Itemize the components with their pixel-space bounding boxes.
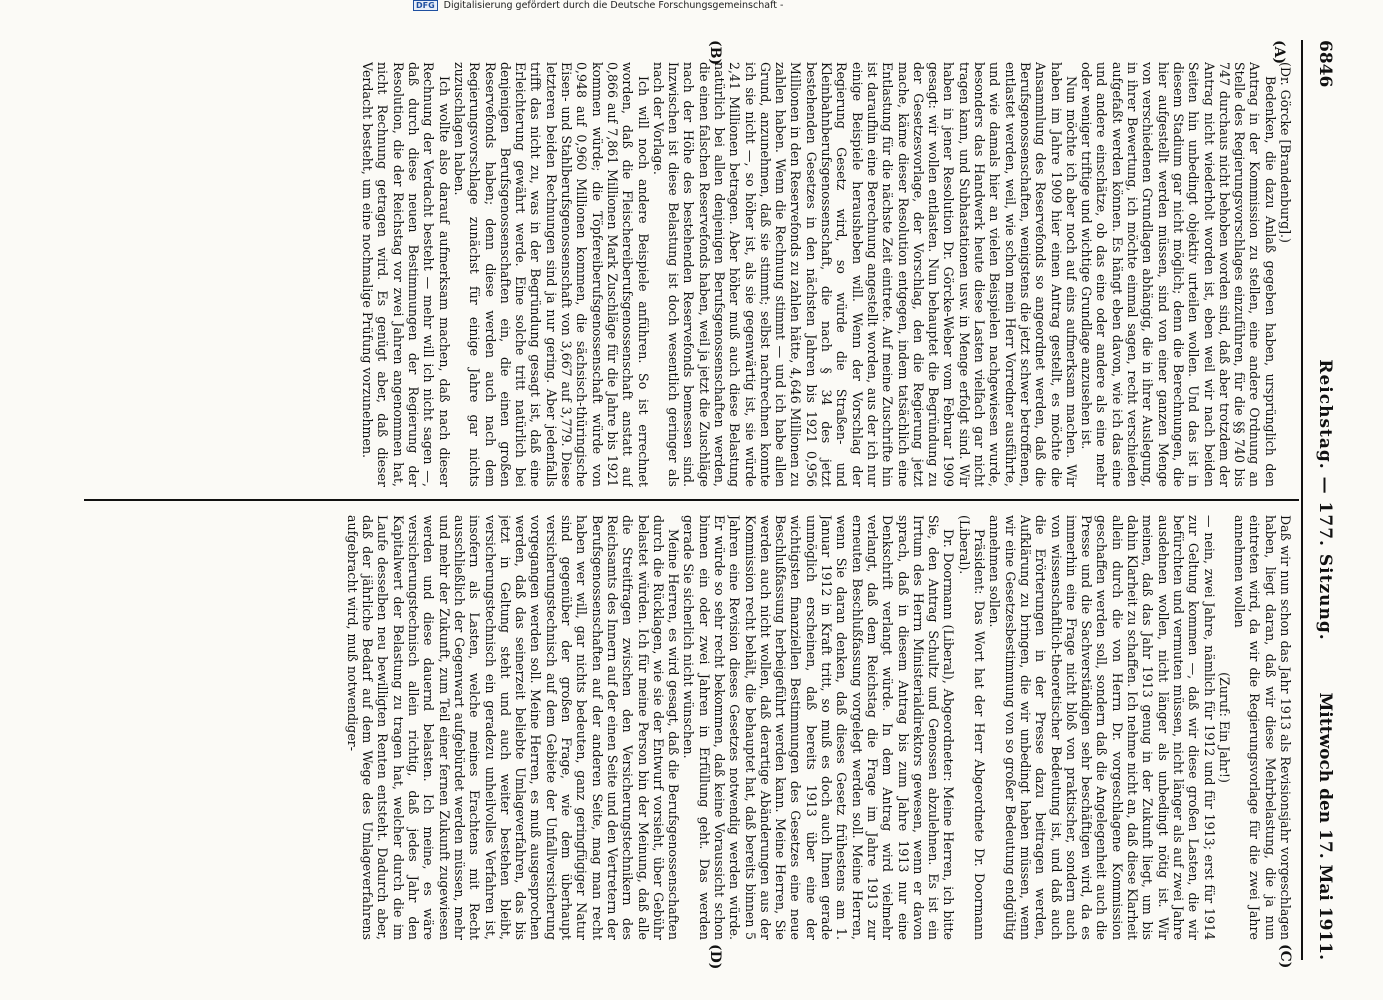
paragraph: Meine Herren, es wird gesagt, daß die Berufsgenossenschaften durch die Rücklagen, wie sie der Entwurf vorsieht, über Gebühr belastet würden. Ich für meine Person bin der Meinung, daß alle die Streitfragen zwischen den Versicherungstechnikern des Reichsamts des Innern auf der einen Seite und den Vertretern der Berufsgenossenschaften auf der anderen Seite, mag man recht haben wer will, gar nichts bedeuten, ganz geringfügiger Natur sind gegenüber der großen Frage, wie dem überhaupt versicherungstechnisch auf dem Gebiete der Unfallversicherung vorgegangen werden soll. Meine Herren, es muß ausgesprochen werden, daß das seinerzeit beliebte Umlageverfahren, das bis jetzt in Geltung steht und auch weiter bestehen bleibt, versicherungstechnisch ein geradezu unheilvolles Verfahren ist, insofern als Lasten, welche meines Erachtens mit Recht ausschließlich der Gegenwart aufgebürdet werden müssen, mehr und mehr der Zukunft, zum Teil einer fernen Zukunft zugewiesen werden und diese dauernd belasten. Ich meine, es wäre versicherungstechnisch allein richtig, daß jedes Jahr den Kapitalwert der Belastung zu tragen hat, welcher durch die im Laufe desselben neu bewilligten Renten entsteht. Dadurch aber, daß der jährliche Bedarf auf dem Wege des Umlageverfahrens aufgebracht wird, muß notwendiger- (344, 515, 682, 940)
page-header (1309, 40, 1335, 960)
margin-marker-b: (B) (707, 40, 723, 66)
paragraph: Bedenken, die dazu Anlaß gegeben haben, ursprünglich den Antrag in der Kommission zu stellen, eine andere Ordnung an Stelle des Regierungsvorschlages einzuführen, für die §§ 740 bis 747 durchaus nicht behoben worden sind, daß aber trotzdem der Antrag nicht wiederholt worden ist, eben weil wir nach beiden Seiten hin unbedingt objektiv urteilen wollen. Und das ist in diesem Stadium gar nicht möglich; denn die Berechnungen, die hier aufgestellt werden müssen, sind von einer ganzen Menge von verschiedenen Grundlagen abhängig, die in ihrer Auslegung, in ihrer Bewertung, ich möchte einmal sagen, recht verschieden aufgefaßt werden können. Es hängt eben davon, wie ich das eine und andere einschätze, ob das eine oder andere als eine mehr oder weniger triftige und wichtige Grundlage anzusehen ist. (1079, 62, 1278, 487)
page-number: 6846 (1315, 40, 1335, 88)
paragraph: Ich will noch andere Beispiele anführen. So ist errechnet worden, daß die Fleischereiberufsgenossenschaft anstatt auf 0,866 auf 7,861 Millionen Mark Zuschläge für die Jahre bis 1921 kommen würde; die Töpfereiberufsgenossenschaft würde von 0,948 auf 0,960 Millionen kommen, die sächsisch-thüringische Eisen- und Stahlberufsgenossenschaft von 3,667 auf 3,779. Diese letzteren beiden Rechnungen sind ja nur gering. Aber jedenfalls trifft das nicht zu, was in der Begründung gesagt ist, daß eine Erleichterung gewährt werde. Eine solche tritt natürlich bei denjenigen Berufsgenossenschaften ein, die einen großen Reservefonds haben; denn diese werden auch nach dem Regierungsvorschlage zunächst für einige Jahre gar nichts zuzuschlagen haben. (451, 62, 651, 487)
dfg-logo-icon: DFG (413, 0, 438, 11)
left-column (83, 62, 1293, 487)
margin-marker-d: (D) (707, 944, 723, 970)
digitization-credit (383, 0, 1383, 14)
interjection: (Zuruf: Ein Jahr!) (1216, 672, 1232, 783)
paragraph: — nein, zwei Jahre, nämlich für 1912 und für 1913; erst für 1914 zur Geltung kommen —, daß wir diese großen Lasten, die wir befürchten und vermuten müssen, nicht länger als auf zwei Jahre ausdehnen wollen, nicht länger als unbedingt nötig ist. Wir meinen, daß das Jahr 1913 genug in der Zukunft liegt, um bis dahin Klarheit zu schaffen. Ich nehme nicht an, daß diese Klarheit allein durch die von Herrn Dr. vorgeschlagene Kommission geschaffen werden soll, sondern daß die Angelegenheit auch die Presse und die Sachverständigen sehr beschäftigen wird, da es immerhin eine Frage nicht bloß von praktischer, sondern auch von wissenschaftlich-theoretischer Bedeutung ist, und daß auch die Erörterungen in der Presse dazu beitragen werden, Aufklärung zu bringen, die wir unbedingt haben müssen, wenn wir eine Gesetzesbestimmung von so großer Bedeutung endgültig annehmen sollen. (987, 515, 1217, 940)
header-rule (1301, 40, 1303, 960)
margin-marker-a: (A) (1271, 40, 1287, 65)
right-column (83, 515, 1293, 940)
margin-marker-c: (C) (1277, 944, 1293, 969)
page-title: Reichstag. — 177. Sitzung. (1315, 359, 1335, 641)
paragraph: Nun möchte ich aber noch auf eins aufmerksam machen. Wir haben im Jahre 1909 hier einen Antrag gestellt, es möchte die Ansammlung des Reservefonds so angeordnet werden, daß die Berufsgenossenschaften, wenigstens die jetzt schwer betroffenen, entlastet werden, weil, wie schon mein Herr Vorredner ausführte, und wie damals hier an vielen Beispielen nachgewiesen wurde, besonders das Handwerk heute diese Lasten vielfach gar nicht tragen kann, und Subhastationen usw. in Menge erfolgt sind. Wir haben in jener Resolution Dr. Görcke-Weber vom Februar 1909 gesagt: wir wollen entlasten. Nun behauptet die Begründung zu der Gesetzesvorlage, der Vorschlag, den die Regierung jetzt mache, käme dieser Resolution entgegen, indem tatsächlich eine Entlastung für die nächste Zeit eintrete. Auf meine Zuschrifte hin ist daraufhin eine Berechnung angestellt worden, aus der ich nur einige Beispiele herausheben will. Wenn der Vorschlag der Regierung Gesetz wird, so würde die Straßen- und Kleinbahnberufsgenossenschaft, die nach § 34 des jetzt bestehenden Gesetzes in den nächsten Jahren bis 1921 0,956 Millionen in den Reservefonds zu zahlen hätte, 4,646 Millionen zu zahlen haben. Wenn die Rechnung stimmt — und ich habe allen Grund, anzunehmen, daß sie stimmt; selbst nachrechnen konnte ich sie nicht —, so höher ist, als sie gegenwärtig ist, sie würde 2,41 Millionen betragen. Aber höher muß auch diese Belastung natürlich bei allen denjenigen Berufsgenossenschaften werden, die einen falschen Reservefonds haben, weil ja jetzt die Zuschläge nach der Höhe des bestehenden Reservefonds bemessen sind. Inzwischen ist diese Belastung ist doch wesentlich geringer als nach der Vorlage. (650, 62, 1079, 487)
credit-text: Digitalisierung gefördert durch die Deutsche Forschungsgemeinschaft - (443, 0, 784, 11)
president-remark: Präsident: Das Wort hat der Herr Abgeordnete Dr. Doormann (Liberal). (956, 515, 988, 940)
paragraph: Ich wollte also darauf aufmerksam machen, daß nach dieser Rechnung der Verdacht besteht — mehr will ich nicht sagen —, daß durch diese neuen Bestimmungen der Regierung der Resolution, die der Reichstag vor zwei Jahren angenommen hat, nicht Rechnung getragen wird. Es genügt aber, daß dieser Verdacht besteht, um eine nochmalige Prüfung vorzunehmen. (360, 62, 452, 487)
paragraph: Daß wir nun schon das Jahr 1913 als Revisionsjahr vorgeschlagen haben, liegt daran, daß wir diese Mehrbelastung, die ja nun eintreten wird, da wir die Regierungsvorlage für die zwei Jahre annehmen wollen (1232, 515, 1293, 940)
session-date: Mittwoch den 17. Mai 1911. (1315, 692, 1335, 960)
speaker-tag: (Dr. Görcke [Brandenburg].) (1278, 62, 1293, 243)
speaker-paragraph: Dr. Doormann (Liberal), Abgeordneter: Meine Herren, ich bitte Sie, den Antrag Schultz und Genossen abzulehnen. Es ist ein Irrtum des Herrn Ministerialdirektors gewesen, wenn er davon sprach, daß in diesem Antrag bis zum Jahre 1913 nur eine Denkschrift verlangt würde. In dem Antrag wird vielmehr verlangt, daß dem Reichstag die Frage im Jahre 1913 zur erneuten Beschlußfassung vorgelegt werden soll. Meine Herren, wenn Sie daran denken, daß dieses Gesetz frühestens am 1. Januar 1912 in Kraft tritt, so muß es doch auch Ihnen gerade unmöglich erscheinen, daß bereits 1913 über eine der wichtigsten finanziellen Bestimmungen des Gesetzes eine neue Beschlußfassung herbeigeführt werden kann. Meine Herren, Sie werden auch nicht wollen, daß derartige Abänderungen aus der Kommission recht behält, die behauptet hat, daß bereits binnen 5 Jahren eine Revision dieses Gesetzes notwendig werden würde. Er würde so sehr recht bekommen, daß keine Voraussicht schon binnen ein oder zwei Jahren in Erfüllung geht. Das werden gerade Sie sicherlich nicht wünschen. (681, 515, 957, 940)
column-divider (84, 499, 1299, 501)
